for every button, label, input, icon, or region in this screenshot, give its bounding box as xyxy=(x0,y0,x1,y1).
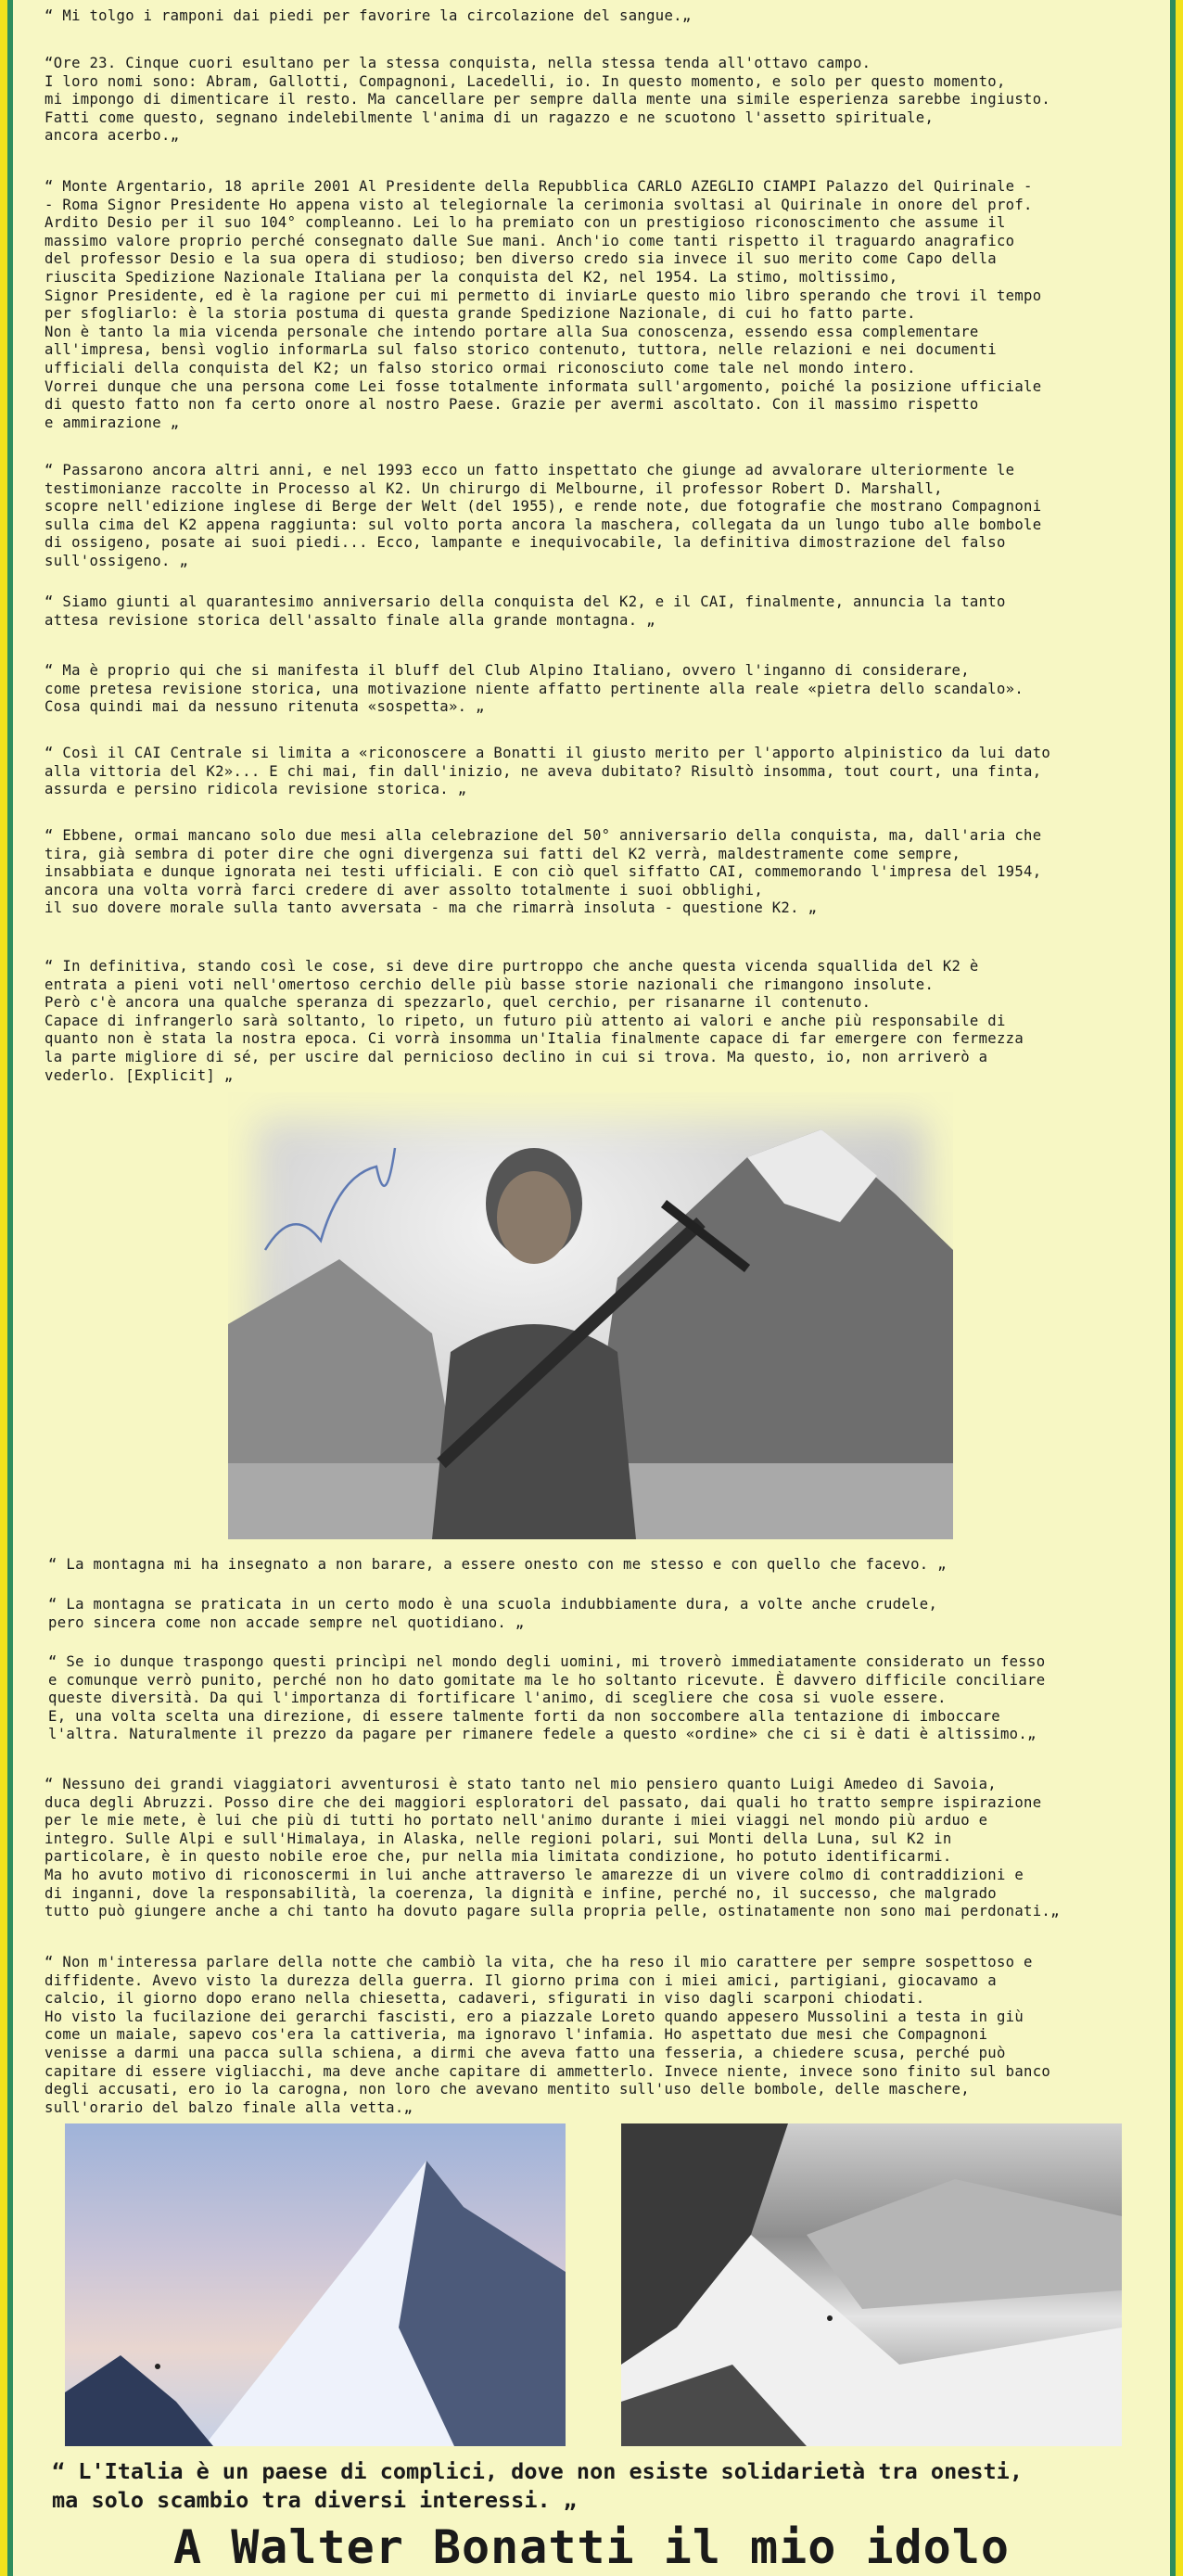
right-frame-border xyxy=(1170,0,1183,2576)
left-frame-border xyxy=(0,0,13,2576)
quote-letter-president: “ Monte Argentario, 18 aprile 2001 Al Presidente della Repubblica CARLO AZEGLIO CIAMPI Palazzo del Quirinale - - Roma Signor Presidente Ho appena visto al telegiornale la cerimonia svoltasi al Quirinale in onore del prof. Ardito Desio per il suo 104° compleanno. Lei lo ha premiato con un prestigioso riconoscimento che assume il massimo valore proprio perché consegnato dalle Sue mani. Anch'io come tanti rispetto il traguardo anagrafico del professor Desio e la sua opera di studioso; ben diverso credo sia invece il suo merito come Capo della riuscita Spedizione Nazionale Italiana per la conquista del K2, nel 1954. La stimo, moltissimo, Signor Presidente, ed è la ragione per cui mi permetto di inviarLe questo mio libro sperando che trovi il tempo per sfogliarlo: è la storia postuma di questa grande Spedizione Nazionale, di cui ho fatto parte. Non è tanto la mia vicenda personale che intendo portare alla Sua conoscenza, essendo essa complementare all'impresa, bensì voglio informarLa sul falso storico contenuto, tuttora, nelle relazioni e nei documenti ufficiali della conquista del K2; un falso storico ormai riconosciuto come tale nel mondo intero. Vorrei dunque che una persona come Lei fosse totalmente informata sull'argomento, poiché la posizione ufficiale di questo fatto non fa certo onore al nostro Paese. Grazie per avermi ascoltato. Con il massimo rispetto e ammirazione „ xyxy=(45,178,1042,431)
quote-ore-23: “Ore 23. Cinque cuori esultano per la stessa conquista, nella stessa tenda all'ottavo campo. I loro nomi sono: Abram, Gallotti, Compagnoni, Lacedelli, io. In questo momento, e solo per questo momento, mi impongo di dimenticare il resto. Ma cancellare per sempre dalla mente una simile esperienza sarebbe ingiusto. Fatti come questo, segnano indelebilmente l'anima di un ragazzo e ne scuotono l'assetto spirituale, ancora acerbo.„ xyxy=(45,55,1051,145)
bonatti-portrait-illustration xyxy=(228,1092,953,1539)
quote-principi: “ Se io dunque traspongo questi princìpi nel mondo degli uomini, mi troverò immediatamente considerato un fesso e comunque verrò punito, perché non ho dato gomitate ma le ho soltanto ricevute. È davvero difficile conciliare queste diversità. Da qui l'importanza di fortificare l'animo, di scegliere che cosa si vuole essere. E, una volta scelta una direzione, di essere talmente forti da non soccombere alla tentazione di imboccare l'altra. Naturalmente il prezzo da pagare per rimanere fedele a questo «ordine» che ci si è dati è altissimo.„ xyxy=(48,1653,1046,1743)
green-stripe xyxy=(7,0,13,2576)
bonatti-portrait-photo xyxy=(228,1092,953,1539)
sunset-ridge-climber-photo xyxy=(65,2123,566,2446)
yellow-stripe xyxy=(1176,0,1183,2576)
glacier-climbers-photo xyxy=(621,2123,1122,2446)
quote-non-barare: “ La montagna mi ha insegnato a non barare, a essere onesto con me stesso e con quello che facevo. „ xyxy=(48,1556,947,1573)
glacier-illustration xyxy=(621,2123,1122,2446)
closing-quote: “ L'Italia è un paese di complici, dove non esiste solidarietà tra onesti, ma solo scambio tra diversi interessi. „ xyxy=(52,2458,1023,2513)
quote-50-anniversario: “ Ebbene, ormai mancano solo due mesi alla celebrazione del 50° anniversario della conquista, ma, dall'aria che tira, già sembra di poter dire che ogni divergenza sui fatti del K2 verrà, maldestramente come sempre, insabbiata e dunque ignorata nei testi ufficiali. E con ciò quel siffatto CAI, commemorando l'impresa del 1954, ancora una volta vorrà farci credere di aver assolto totalmente i suoi obblighi, il suo dovere morale sulla tanto avversata - ma che rimarrà insoluta - questione K2. „ xyxy=(45,827,1042,917)
quote-in-definitiva: “ In definitiva, stando così le cose, si deve dire purtroppo che anche questa vicenda squallida del K2 è entrata a pieni voti nell'omertoso cerchio delle più basse storie nazionali che rimangono insolute. Però c'è ancora una qualche speranza di spezzarlo, quel cerchio, per risanarne il contenuto. Capace di infrangerlo sarà soltanto, lo ripeto, un futuro più attento ai valori e anche più responsabile di quanto non è stata la nostra epoca. Ci vorrà insomma un'Italia finalmente capace di far emergere con fermezza la parte migliore di sé, per uscire dal pernicioso declino in cui si trova. Ma questo, io, non arriverò a vederlo. [Explicit] „ xyxy=(45,958,1024,1084)
page-title: A Walter Bonatti il mio idolo xyxy=(173,2520,1010,2574)
quote-duca-abruzzi: “ Nessuno dei grandi viaggiatori avventurosi è stato tanto nel mio pensiero quanto Luigi Amedeo di Savoia, duca degli Abruzzi. Posso dire che dei maggiori esploratori del passato, dai quali ho tratto sempre ispirazione per le mie mete, è lui che più di tutti ho portato nell'animo durante i miei viaggi nel mondo più arduo e integro. Sulle Alpi e sull'Himalaya, in Alaska, nelle regioni polari, sui Monti della Luna, sul K2 in particolare, è in questo nobile eroe che, pur nella mia limitata condizione, ho potuto identificarmi. Ma ho avuto motivo di riconoscermi in lui anche attraverso le amarezze di un vivere colmo di contraddizioni e di inganni, dove la responsabilità, la coerenza, la dignità e infine, perché no, il successo, che malgrado tutto può giungere anche a chi tanto ha dovuto pagare sulla propria pelle, ostinatamente non sono mai perdonati.„ xyxy=(45,1776,1060,1920)
quote-bluff-cai: “ Ma è proprio qui che si manifesta il bluff del Club Alpino Italiano, ovvero l'inganno di considerare, come pretesa revisione storica, una motivazione niente affatto pertinente alla reale «pietra dello scandalo». Cosa quindi mai da nessuno ritenuta «sospetta». „ xyxy=(45,662,1024,716)
quote-quarantesimo: “ Siamo giunti al quarantesimo anniversario della conquista del K2, e il CAI, finalmente, annuncia la tanto attesa revisione storica dell'assalto finale alla grande montagna. „ xyxy=(45,593,1006,629)
quote-notte: “ Non m'interessa parlare della notte che cambiò la vita, che ha reso il mio carattere per sempre sospettoso e diffidente. Avevo visto la durezza della guerra. Il giorno prima con i miei amici, partigiani, giocavamo a calcio, il giorno dopo erano nella chiesetta, cadaveri, sfigurati in viso dagli scarponi chiodati. Ho visto la fucilazione dei gerarchi fascisti, ero a piazzale Loreto quando appesero Mussolini a testa in giù come un maiale, sapevo cos'era la cattiveria, ma ignoravo l'infamia. Ho aspettato due mesi che Compagnoni venisse a darmi una pacca sulla schiena, a dirmi che aveva fatto una fesseria, a chiedere scusa, perché può capitare di essere vigliacchi, ma deve anche capitare di ammetterlo. Invece niente, invece sono finito sul banco degli accusati, ero io la carogna, non loro che avevano mentito sull'uso delle bombole, delle maschere, sull'orario del balzo finale alla vetta.„ xyxy=(45,1954,1051,2116)
quote-ramponi: “ Mi tolgo i ramponi dai piedi per favorire la circolazione del sangue.„ xyxy=(45,7,692,24)
quote-cai-centrale: “ Così il CAI Centrale si limita a «riconoscere a Bonatti il giusto merito per l'apporto alpinistico da lui dato alla vittoria del K2»... E chi mai, fin dall'inizio, ne aveva dubitato? Risultò insomma, tout court, una finta, assurda e persino ridicola revisione storica. „ xyxy=(45,745,1051,798)
quote-scuola-dura: “ La montagna se praticata in un certo modo è una scuola indubbiamente dura, a volte anche crudele, pero sincera come non accade sempre nel quotidiano. „ xyxy=(48,1596,938,1631)
yellow-stripe xyxy=(0,0,7,2576)
quote-1993-marshall: “ Passarono ancora altri anni, e nel 1993 ecco un fatto inspettato che giunge ad avvalorare ulteriormente le testimonianze raccolte in Processo al K2. Un chirurgo di Melbourne, il professor Robert D. Marshall, scopre nell'edizione inglese di Berge der Welt (del 1955), e rende note, due fotografie che mostrano Compagnoni sulla cima del K2 appena raggiunta: sul volto porta ancora la maschera, collegata da un lungo tubo alle bombole di ossigeno, posate ai suoi piedi... Ecco, lampante e inequivocabile, la definitiva dimostrazione del falso sull'ossigeno. „ xyxy=(45,462,1042,569)
ridge-illustration xyxy=(65,2123,566,2446)
